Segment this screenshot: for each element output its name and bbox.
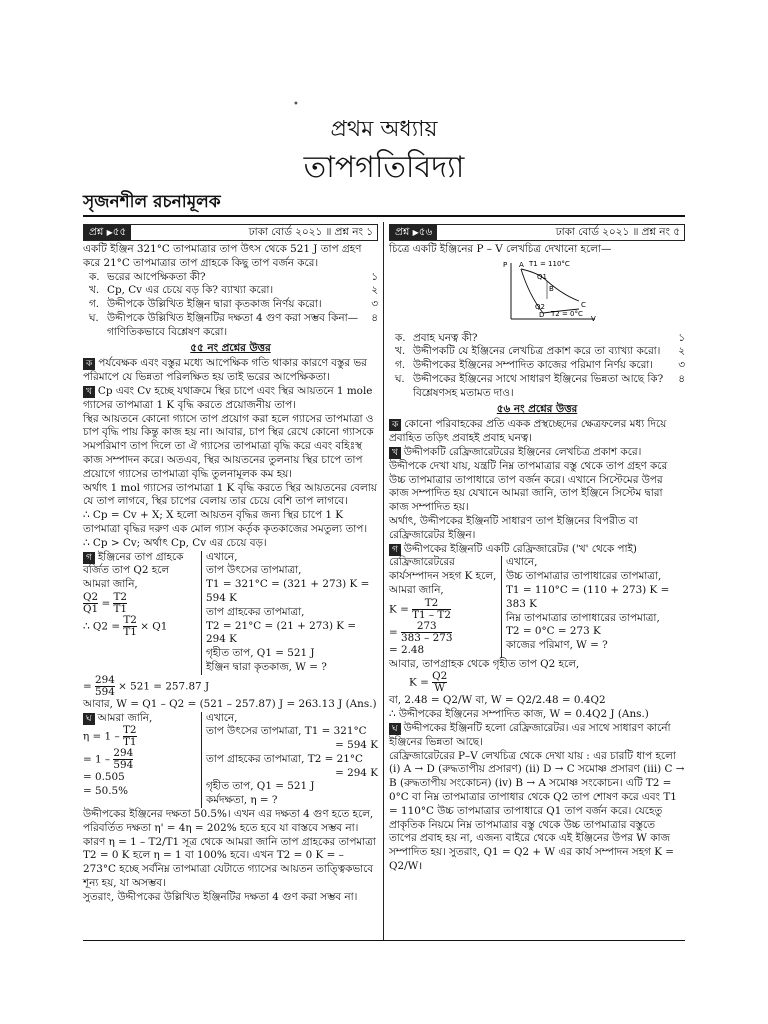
- question-item: খ. Cp, Cv এর চেয়ে বড় কি? ব্যাখ্যা করো। ২: [89, 284, 378, 297]
- pv-diagram: [499, 259, 599, 323]
- point-label: B: [549, 284, 554, 293]
- question-item: খ. উদ্দীপকটি যে ইঞ্জিনের লেখচিত্র প্রকাশ করে তা ব্যাখ্যা করো। ২: [395, 345, 685, 358]
- question-stem: একটি ইঞ্জিন 321°C তাপমাত্রার তাপ উৎস থেকে 521 J তাপ গ্রহণ করে 21°C তাপমাত্রার তাপ গ্রাহকে কিছু তাপ বর্জন করে।: [83, 243, 362, 269]
- answer-badge: ঘ: [389, 723, 401, 735]
- temp-label: T1 = 110°C: [529, 259, 570, 268]
- equation: $\frac{Q2}{Q1}$ = $\frac{T2}{T1}$: [83, 590, 128, 615]
- answer-kha-text: অর্থাৎ 1 mol গ্যাসের তাপমাত্রা 1 K বৃদ্ধি করতে স্থির আয়তনের বেলায় যে তাপ লাগবে, স্থির চাপের বেলায় তার চেয়ে বেশি তাপ লাগবে।: [83, 481, 377, 508]
- answer-ga-text: আবার, তাপগ্রাহক থেকে গৃহীত তাপ Q2 হলে,: [389, 657, 580, 670]
- answer-gha: ঘ আমরা জানি, η = 1 – $\frac{T2}{T1}$ = 1 – $\frac{294}{594}$ = 0.505 = 50.5% এখানে, তাপ উৎসের তাপমাত্রা, T1 = 321°C = 594 K তাপ গ্রাহকের তাপমাত্রা, T2 = 21°C = 294 K গৃহীত তাপ, Q1 = 521 J কর্মদক্ষতা, η = ?: [83, 711, 378, 807]
- answer-gha-text: রেফ্রিজারেটরের P–V লেখচিত্র থেকে দেখা যায় : এর চারটি ধাপ হলো (i) A → D (রুদ্ধতাপীয় প্রসারণ) (ii) D → C সমোষ্ণ প্রসারণ (iii) C → B (রুদ্ধতাপীয় সংকোচন) (iv) B → A সমোষ্ণ সংকোচন। এটি T2 = 0°C বা নিম্ন তাপমাত্রার তাপাধার থেকে Q2 তাপ শোষণ করে এবং T1 = 110°C উচ্চ তাপমাত্রার তাপাধারে Q1 তাপ বর্জন করে। যেহেতু প্রাকৃতিক নিয়মে নিম্ন তাপমাত্রার বস্তু থেকে উচ্চ তাপমাত্রার বস্তুতে তাপের প্রবাহ হয় না, এজন্য বাইরে থেকে এই ইঞ্জিনের উপর W কাজ সম্পাদিত হয়। সুতরাং, Q1 = Q2 + W এর কার্য সম্পাদন সহগ K = Q2/W।: [389, 749, 685, 872]
- answer-title: ৫৫ নং প্রশ্নের উত্তর: [190, 341, 271, 354]
- equation: ∴ Q2 = $\frac{T2}{T1}$ × Q1: [83, 613, 168, 638]
- question-56-header: [389, 224, 685, 241]
- equation: K = $\frac{T2}{T1 - T2}$: [389, 596, 451, 621]
- answer-gha-text: সুতরাং, উদ্দীপকের উল্লিখিত ইঞ্জিনটির দক্ষতা 4 গুণ করা সম্ভব না।: [83, 890, 358, 903]
- column-divider: [383, 222, 384, 940]
- question-55-header: [83, 224, 378, 241]
- answer-ga: গ উদ্দীপকের ইঞ্জিনটি একটি রেফ্রিজারেটর ('খ' থেকে পাই): [389, 543, 685, 557]
- heat-label: Q2: [535, 302, 545, 311]
- question-item: গ. উদ্দীপকে উল্লিখিত ইঞ্জিন দ্বারা কৃতকাজ নির্ণয় করো। ৩: [89, 298, 378, 311]
- decorative-dot: •: [293, 99, 299, 110]
- answer-gha: ঘ উদ্দীপকের ইঞ্জিনটি হলো রেফ্রিজারেটর। এর সাথে সাধারণ কার্নো ইঞ্জিনের ভিন্নতা আছে।: [389, 721, 671, 748]
- answer-ga-calc: রেফ্রিজারেটরের কার্যসম্পাদন সহগ K হলে, আমরা জানি, K = $\frac{T2}{T1 - T2}$ = $\frac{273}{383 - 273}$ = 2.48 এখানে, উচ্চ তাপমাত্রার তাপাধারের তাপমাত্রা, T1 = 110°C = (110 + 273) K = 383 K নিম্ন তাপমাত্রার তাপাধারের তাপমাত্রা, T2 = 0°C = 273 K কাজের পরিমাণ, W = ?: [389, 556, 685, 657]
- question-tag: প্রশ্ন ▶৫৫: [84, 225, 131, 240]
- answer-ka: ক কোনো পরিবাহকের প্রতি একক প্রস্থচ্ছেদের ক্ষেত্রফলের মধ্য দিয়ে প্রবাহিত তড়িৎ প্রবাহই প্রবাহ ঘনত্ব।: [389, 418, 667, 445]
- answer-kha: খ উদ্দীপকটি রেফ্রিজারেটরের ইঞ্জিনের লেখচিত্র প্রকাশ করে।: [389, 446, 685, 460]
- answer-title: ৫৬ নং প্রশ্নের উত্তর: [496, 402, 578, 415]
- answer-badge: ক: [389, 419, 401, 431]
- question-item: ঘ. উদ্দীপকের ইঞ্জিনের সাথে সাধারণ ইঞ্জিনের ভিন্নতা আছে কি? বিশ্লেষণসহ মতামত দাও। ৪: [395, 372, 685, 399]
- question-tag: প্রশ্ন ▶৫৬: [390, 225, 437, 240]
- equation: = $\frac{294}{594}$ × 521 = 257.87 J: [83, 673, 210, 698]
- answer-kha-text: উদ্দীপকে দেখা যায়, যন্ত্রটি নিম্ন তাপমাত্রার বস্তু থেকে তাপ গ্রহণ করে উচ্চ তাপমাত্রার তাপাধারে তাপ বর্জন করে। এখানে সিস্টেমের উপর কাজ সম্পাদিত হয় যেখানে আমরা জানি, তাপ ইঞ্জিনে সিস্টেম দ্বারা কাজ সম্পাদিত হয়।: [389, 459, 668, 514]
- answer-gha-text: উদ্দীপকের ইঞ্জিনের দক্ষতা 50.5%। এখন এর দক্ষতা 4 গুণ হতে হলে, পরিবর্তিত দক্ষতা η' = 4η = 202% হতে হবে যা বাস্তবে সম্ভব না।: [83, 808, 374, 834]
- answer-badge: গ: [83, 552, 95, 564]
- answer-ka: ক পর্যবেক্ষক এবং বস্তুর মধ্যে আপেক্ষিক গতি থাকার কারণে বস্তুর ভর পরিমাপে যে ভিন্নতা পরিলক্ষিত হয় তাই ভরের আপেক্ষিকতা।: [83, 357, 367, 384]
- question-item: ক. ভরের আপেক্ষিকতা কী? ১: [89, 270, 378, 283]
- answer-badge: গ: [389, 544, 401, 556]
- board-reference: ঢাকা বোর্ড ২০২১ ॥ প্রশ্ন নং ৫: [555, 226, 680, 238]
- board-reference: ঢাকা বোর্ড ২০২১ ॥ প্রশ্ন নং ১: [248, 226, 373, 238]
- footer-rule: [83, 940, 685, 941]
- axis-label-p: P: [503, 260, 508, 269]
- section-title: সৃজনশীল রচনামূলক: [83, 192, 221, 212]
- question-stem: চিত্রে একটি ইঞ্জিনের P – V লেখচিত্র দেখানো হলো—: [389, 243, 612, 255]
- answer-kha-text: স্থির আয়তনে কোনো গ্যাসে তাপ প্রয়োগ করা হলে গ্যাসের তাপমাত্রা ও চাপ বৃদ্ধি পায় কিন্তু কাজ হয় না। আবার, চাপ স্থির রেখে কোনো গ্যাসকে সমপরিমাণ তাপ দিলে তা ঐ গ্যাসের তাপমাত্রা বৃদ্ধি করে এবং বহিঃস্থ কাজ সম্পাদন করে। অতএব, স্থির আয়তনের তুলনায় স্থির চাপে তাপ প্রয়োগে গ্যাসের তাপমাত্রা বৃদ্ধি তুলনামূলক কম হয়।: [83, 412, 374, 480]
- equation: K = $\frac{Q2}{W}$: [409, 670, 448, 695]
- equation: বা, 2.48 = Q2/W বা, W = Q2/2.48 = 0.4Q2: [389, 694, 606, 707]
- equation: = 1 – $\frac{294}{594}$: [83, 747, 134, 772]
- point-label: A: [519, 260, 524, 269]
- question-item: গ. উদ্দীপকের ইঞ্জিনের সম্পাদিত কাজের পরিমাণ নির্ণয় করো। ৩: [395, 359, 685, 372]
- point-label: C: [581, 300, 586, 309]
- heat-label: Q1: [537, 272, 547, 281]
- question-item: ঘ. উদ্দীপকে উল্লিখিত ইঞ্জিনটির দক্ষতা 4 গুণ করা সম্ভব কিনা—গাণিতিকভাবে বিশ্লেষণ করো। ৪: [89, 311, 378, 338]
- answer-ga-final: ∴ উদ্দীপকের ইঞ্জিনের সম্পাদিত কাজ, W = 0.4Q2 J (Ans.): [389, 708, 649, 721]
- answer-badge: খ: [389, 447, 401, 459]
- answer-badge: ক: [83, 358, 95, 370]
- question-item: ক. প্রবাহ ঘনত্ব কী? ১: [395, 331, 685, 344]
- section-rule: [83, 215, 685, 217]
- equation: = $\frac{273}{383 - 273}$: [389, 619, 453, 644]
- question-56: [389, 224, 685, 874]
- answer-badge: খ: [83, 386, 95, 398]
- answer-kha-text: অর্থাৎ, উদ্দীপকের ইঞ্জিনটি সাধারণ তাপ ইঞ্জিনের বিপরীত বা রেফ্রিজারেটর ইঞ্জিন।: [389, 514, 638, 541]
- question-55: [83, 224, 378, 905]
- point-label: D: [539, 310, 545, 319]
- answer-ga-final: আবার, W = Q1 – Q2 = (521 – 257.87) J = 263.13 J (Ans.): [83, 697, 377, 710]
- axis-label-v: V: [591, 314, 596, 323]
- chapter-number: প্রথম অধ্যায়: [330, 117, 438, 142]
- equation: η = 1 – $\frac{T2}{T1}$: [83, 724, 137, 749]
- chapter-title: তাপগতিবিদ্যা: [303, 150, 465, 185]
- answer-ga: গ ইঞ্জিনের তাপ গ্রাহকে বর্জিত তাপ Q2 হলে আমরা জানি, $\frac{Q2}{Q1}$ = $\frac{T2}{T1}$ ∴ Q2 = $\frac{T2}{T1}$ × Q1 এখানে, তাপ উৎসের তাপমাত্রা, T1 = 321°C = (321 + 273) K = 594 K তাপ গ্রাহকের তাপমাত্রা, T2 = 21°C = (21 + 273) K = 294 K গৃহীত তাপ, Q1 = 521 J ইঞ্জিন দ্বারা কৃতকাজ, W = ?: [83, 551, 378, 675]
- answer-kha-text: ∴ Cp = Cv + X; X হলো আয়তন বৃদ্ধির জন্য স্থির চাপে 1 K তাপমাত্রা বৃদ্ধির দরুণ এক মোল গ্যাস কর্তৃক কৃতকাজের সমতুল্য তাপ।: [83, 509, 368, 535]
- answer-kha: খ Cp এবং Cv হচ্ছে যথাক্রমে স্থির চাপে এবং স্থির আয়তনে 1 mole গ্যাসের তাপমাত্রা 1 K বৃদ্ধি করতে প্রয়োজনীয় তাপ।: [83, 384, 373, 411]
- answer-badge: ঘ: [83, 713, 95, 725]
- temp-label: T2 = 0°C: [551, 309, 583, 318]
- answer-gha-text: কারণ η = 1 – T2/T1 সূত্র থেকে আমরা জানি তাপ গ্রাহকের তাপমাত্রা T2 = 0 K হলে η = 1 বা 100% হবে। এখন T2 = 0 K = – 273°C হচ্ছে সর্বনিম্ন তাপমাত্রা যেটাতে গ্যাসের আয়তন তাত্ত্বিকভাবে শূন্য হয়, যা অসম্ভব।: [83, 835, 376, 890]
- answer-kha-text: ∴ Cp > Cv; অর্থাৎ Cp, Cv এর চেয়ে বড়।: [83, 536, 267, 549]
